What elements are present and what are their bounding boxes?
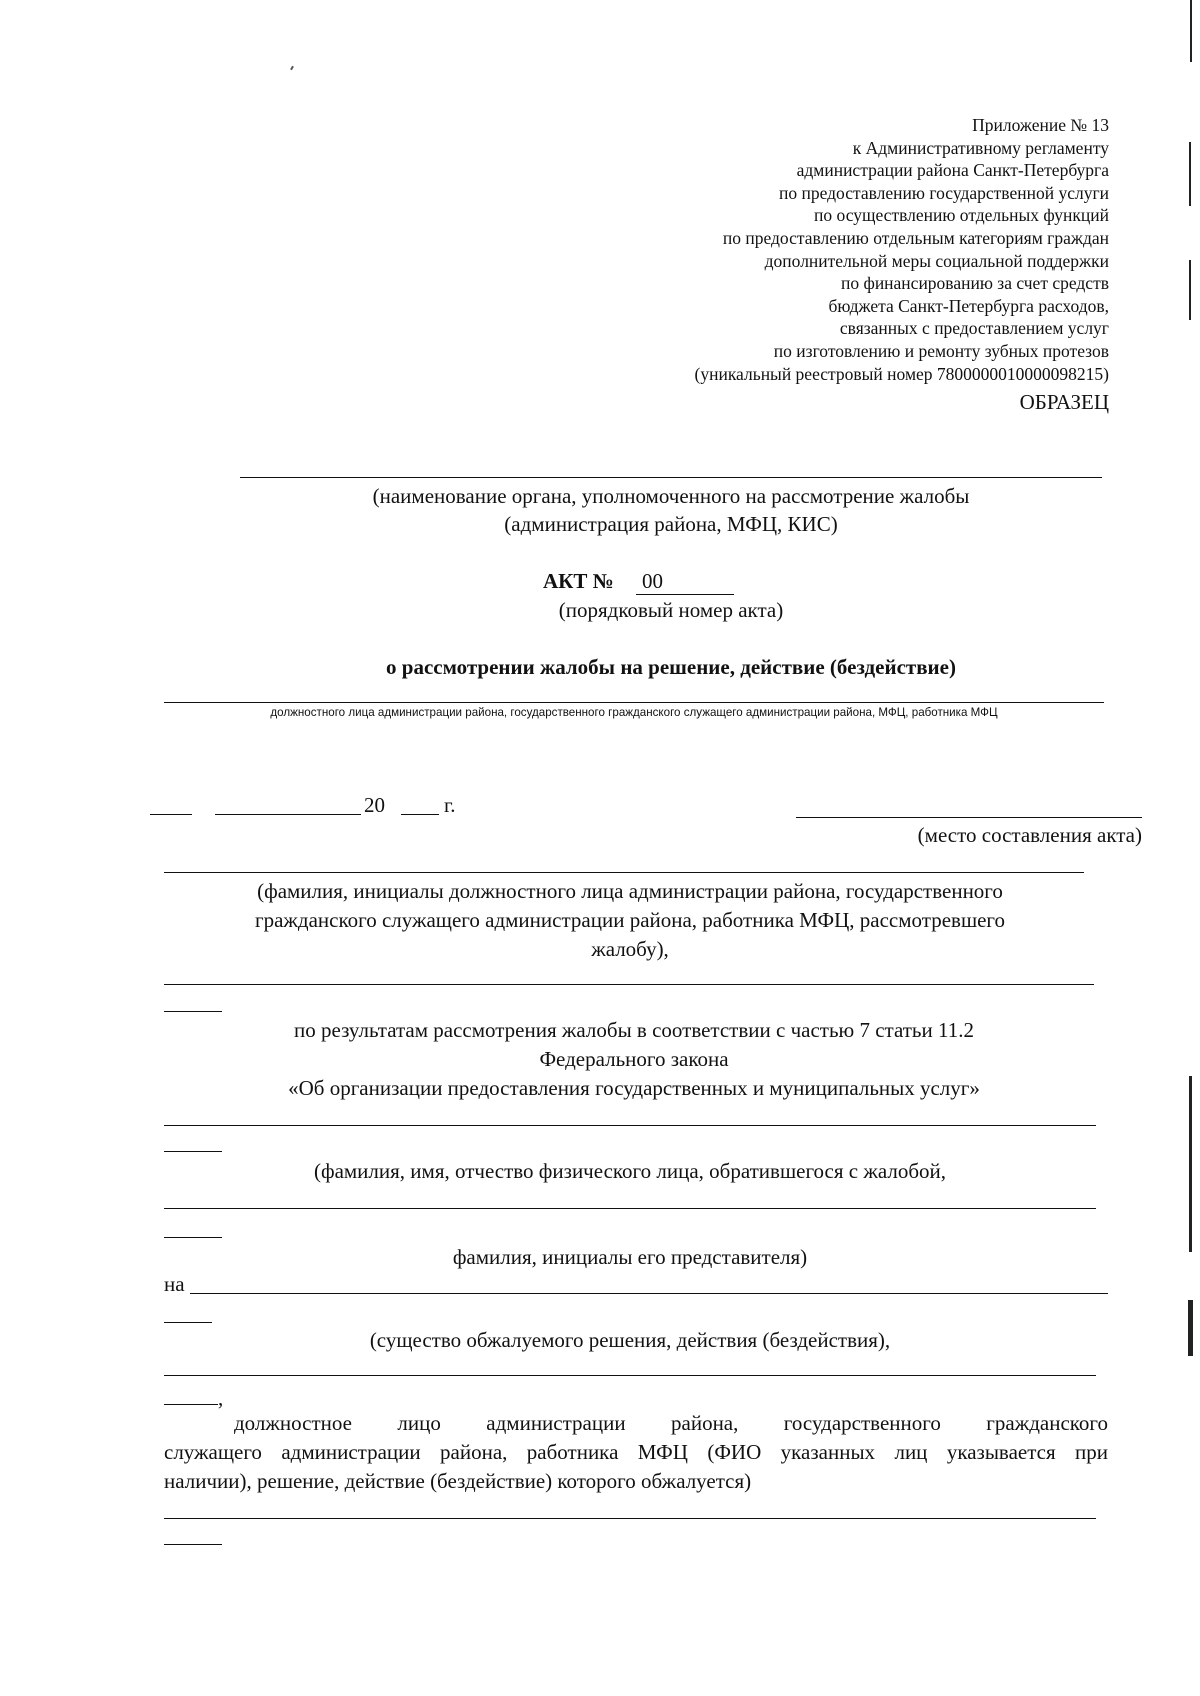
essence-comma: , [218,1386,224,1410]
header-line: бюджета Санкт-Петербурга расходов, [828,295,1109,316]
header-line: по изготовлению и ремонту зубных протезов [773,341,1109,361]
reviewer-caption-2: гражданского служащего администрации района, работника МФЦ, рассмотревшего [254,908,1006,932]
applicant-caption: (фамилия, имя, отчество физического лица, обратившегося с жалобой, [313,1159,947,1183]
scan-edge-mark [1189,142,1191,206]
results-blank-short [164,1151,222,1152]
on-blank-short [164,1322,212,1323]
act-number: 00 [642,569,663,593]
appealed-blank-short [164,1544,222,1545]
sample-mark: ОБРАЗЕЦ [1019,390,1109,414]
results-blank [164,1125,1096,1126]
header-line: (уникальный реестровый номер 7800000010000098215) [694,363,1109,384]
scan-edge-mark [1190,0,1192,62]
act-title [543,567,614,595]
header-line: дополнительной меры социальной поддержки [764,250,1109,271]
reviewer-caption-1: (фамилия, инициалы должностного лица администрации района, государственного [257,879,1003,903]
appealed-blank [164,1518,1096,1519]
year-blank [401,814,439,815]
reviewer-blank-short [164,1011,222,1012]
scan-speck [290,66,294,70]
place-underline [796,817,1142,818]
header-line: администрации района Санкт-Петербурга [796,160,1109,181]
applicant-blank-short [164,1237,222,1238]
applicant-blank [164,1208,1096,1209]
appealed-line-3: наличии), решение, действие (бездействие) которого обжалуется) [164,1469,752,1493]
year-suffix: г. [444,793,456,817]
day-blank [150,814,192,815]
scan-edge-mark [1189,1076,1192,1252]
header-line: по осуществлению отдельных функций [814,205,1109,226]
reviewer-caption-3: жалобу), [591,937,669,961]
representative-caption: фамилия, инициалы его представителя) [452,1245,808,1269]
header-block [500,114,1109,424]
on-label: на [164,1272,185,1296]
official-caption: должностного лица администрации района, государственного гражданского служащего администрации района, МФЦ, работника МФЦ [270,706,998,719]
reviewer-underline [164,872,1084,873]
header-line: по предоставлению отдельным категориям граждан [722,228,1109,248]
essence-caption: (существо обжалуемого решения, действия (бездействия), [369,1328,891,1352]
essence-blank-short [164,1404,218,1405]
header-line: к Административному регламенту [852,137,1109,158]
authority-underline [240,477,1102,478]
header-line: по предоставлению государственной услуги [779,182,1109,203]
official-underline [164,702,1104,703]
reviewer-blank [164,984,1094,985]
appealed-line-2-text: служащего администрации района, работника МФЦ (ФИО указанных лиц указывается при [164,1440,1108,1464]
results-line-2: Федерального закона [539,1047,729,1071]
act-number-caption: (порядковый номер акта) [558,598,784,622]
place-caption: (место составления акта) [917,823,1142,847]
act-number-underline [636,594,734,595]
header-line: связанных с предоставлением услуг [839,318,1109,339]
results-line-1: по результатам рассмотрения жалобы в соответствии с частью 7 статьи 11.2 [294,1018,974,1042]
results-line-3: «Об организации предоставления государственных и муниципальных услуг» [288,1076,980,1100]
scan-edge-mark [1188,1300,1193,1356]
authority-caption-1: (наименование органа, уполномоченного на рассмотрение жалобы [372,484,970,508]
header-line: Приложение № 13 [972,115,1109,135]
header-line: по финансированию за счет средств [840,273,1109,294]
appealed-line-1 [234,1409,1108,1437]
year-prefix: 20 [364,793,385,817]
on-underline [190,1293,1108,1294]
authority-caption-2: (администрация района, МФЦ, КИС) [504,512,838,536]
act-title-text: АКТ № [543,569,614,593]
month-blank [215,814,361,815]
appealed-line-2 [164,1438,1108,1466]
scan-edge-mark [1189,260,1191,320]
appealed-line-1-text: должностное лицо администрации района, государственного гражданского [234,1411,1108,1435]
essence-blank [164,1375,1096,1376]
act-subject: о рассмотрении жалобы на решение, действие (бездействие) [386,655,956,679]
